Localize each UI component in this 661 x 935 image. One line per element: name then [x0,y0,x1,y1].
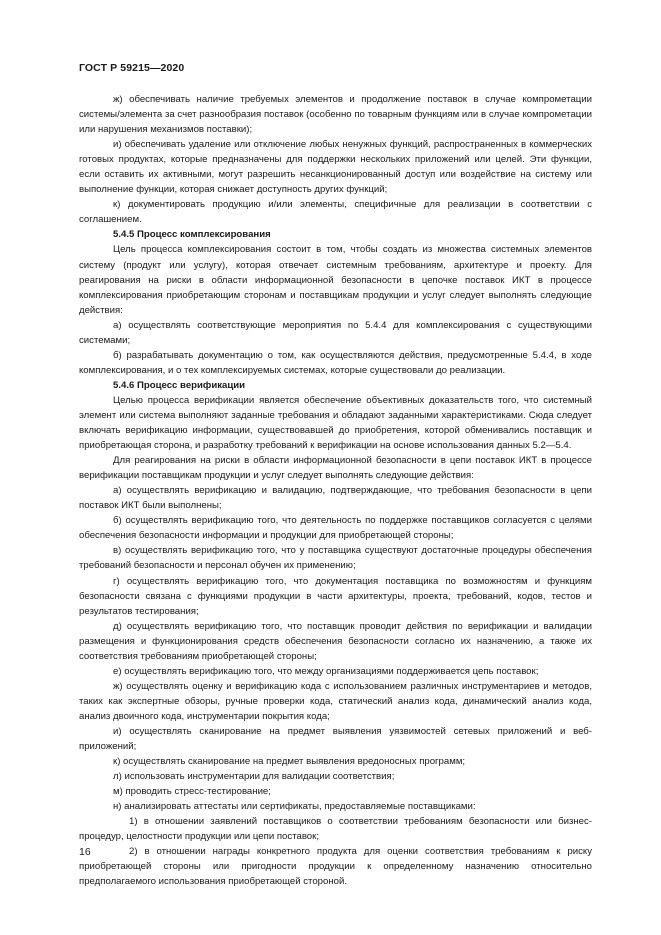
list-item: и) осуществлять сканирование на предмет выявления уязвимостей сетевых приложений и веб-приложений; [79,725,592,753]
document-header: ГОСТ Р 59215—2020 [79,62,185,74]
list-item: м) проводить стресс-тестирование; [113,786,271,798]
list-item: н) анализировать аттестаты или сертификаты, предоставляемые поставщиками: [113,801,476,813]
list-item: г) осуществлять верификацию того, что документация поставщика по возможностям и функциям безопасности связана с функциями продукции в части архитектуры, проекта, требований, кодов, тестов и результатов тестирования; [79,575,592,617]
list-item: и) обеспечивать удаление или отключение любых ненужных функций, распространенных в коммерческих готовых продуктах, которые предназначены для поддержки нескольких приложений или целей. Эти функции, если оставить их активными, могут разрешить несанкционированный доступ или воздействие на систему или выполнение функции, которая снижает доступность других функций; [79,139,592,196]
list-item: б) разрабатывать документацию о том, как осуществляются действия, предусмотренные 5.4.4, в ходе комплексирования, и о тех комплексируемых системах, которые существовали до реализации. [79,349,592,376]
sub-list-item: 1) в отношении заявлений поставщиков о соответствии требованиям безопасности или бизнес-процедур, целостности продукции или цепи поставок; [79,816,592,843]
list-item: б) осуществлять верификацию того, что деятельность по поддержке поставщиков согласуется с целями обеспечения безопасности информации и продукции для приобретающей стороны; [79,515,592,542]
list-item: а) осуществлять соответствующие мероприятия по 5.4.4 для комплексирования с существующими системами; [79,319,592,346]
list-item: ж) обеспечивать наличие требуемых элементов и продолжение поставок в случае компрометации системы/элемента за счет разнообразия поставок (особенно по товарным функциям или в случае компрометации или нарушения механизмов поставки); [79,94,592,136]
page-number: 16 [79,846,91,858]
list-item: д) осуществлять верификацию того, что поставщик проводит действия по верификации и валидации размещения и функционирования средств обеспечения безопасности согласно их назначению, а также их соответствия требованиям приобретающей стороны; [79,620,592,662]
list-item: л) использовать инструментарии для валидации соответствия; [113,771,395,783]
document-body [79,92,592,889]
paragraph: Для реагирования на риски в области информационной безопасности в цепи поставок ИКТ в процессе верификации поставщикам продукции и услуг следует выполнять следующие действия: [79,455,592,482]
list-item: в) осуществлять верификацию того, что у поставщика существуют достаточные процедуры обеспечения требований безопасности и персонал обучен их применению; [79,545,592,572]
list-item: а) осуществлять верификацию и валидацию, подтверждающие, что требования безопасности в цепи поставок ИКТ были выполнены; [79,485,592,512]
list-item: ж) осуществлять оценку и верификацию кода с использованием различных инструментариев и методов, таких как экспертные обзоры, ручные проверки кода, статический анализ кода, динамический анализ кода, анализ двоичного кода, инструментарии покрытия кода; [79,680,592,722]
list-item: к) осуществлять сканирование на предмет выявления вредоносных программ; [113,756,466,768]
paragraph: Целью процесса верификации является обеспечение объективных доказательств того, что системный элемент или система выполняют заданные требования и обладают заданными характеристиками. Сюда следует включать верификацию информации, существовавшей до приобретения, которой обменивались поставщик и приобретающая сторона, и разработку требований к верификации на основе использования данных 5.2—5.4. [79,394,592,452]
sub-list-item: 2) в отношении награды конкретного продукта для оценки соответствия требованиям к риску приобретающей стороны или пригодности продукции к определенному назначению относительно предполагаемого использования приобретающей стороной. [79,846,592,888]
paragraph: Цель процесса комплексирования состоит в том, чтобы создать из множества системных элементов систему (продукт или услугу), которая отвечает системным требованиям, архитектуре и проекту. Для реагирования на риски в области информационной безопасности в цепочке поставок ИКТ в процессе комплексирования приобретающим сторонам и поставщикам продукции и услуг следует выполнять следующие действия: [79,244,592,316]
list-item: е) осуществлять верификацию того, что между организациями поддерживается цепь поставок; [113,665,539,677]
section-heading-5-4-5: 5.4.5 Процесс комплексирования [113,229,271,241]
section-heading-5-4-6: 5.4.6 Процесс верификации [113,379,246,391]
list-item: к) документировать продукцию и/или элементы, специфичные для реализации в соответствии с соглашением. [79,199,592,226]
